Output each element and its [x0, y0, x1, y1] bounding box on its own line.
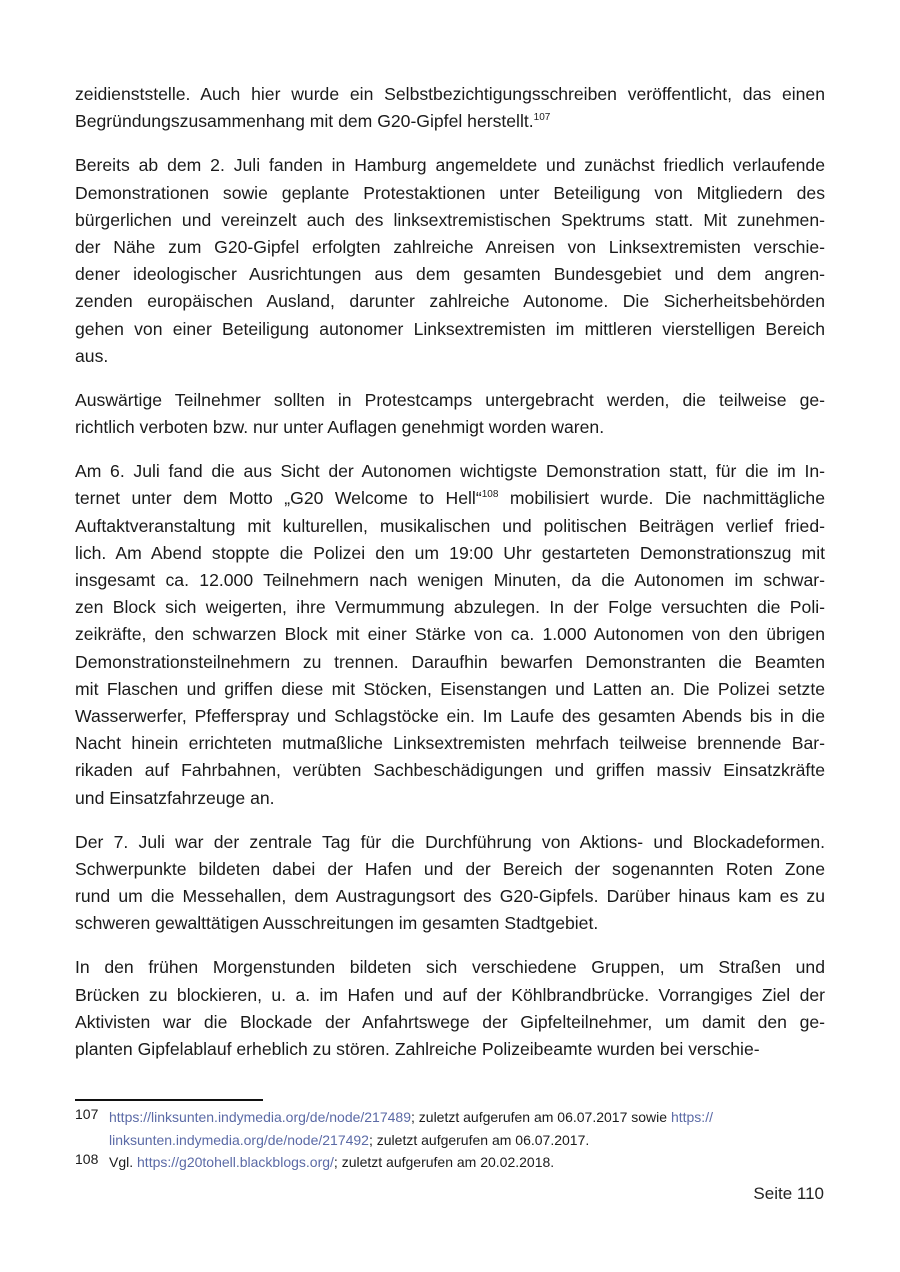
- text-run: Auftaktveranstaltung mit kulturellen, musikalischen und politischen Beiträgen verlief fried-: [75, 515, 825, 536]
- text-line: [75, 785, 825, 812]
- text-run: dener ideologischer Ausrichtungen aus dem gesamten Bundesgebiet und dem angren-: [75, 264, 825, 285]
- text-run: Demonstrationen sowie geplante Protestaktionen unter Beteiligung von Mitgliedern des: [75, 182, 825, 203]
- text-run: und Einsatzfahrzeuge an.: [75, 787, 275, 808]
- text-line: [75, 594, 825, 621]
- text-run: Vgl.: [109, 1154, 138, 1170]
- text-run: Am 6. Juli fand die aus Sicht der Autonomen wichtigste Demonstration statt, für die im In-: [75, 461, 825, 482]
- footnote-link[interactable]: https://g20tohell.blackblogs.org/: [137, 1154, 334, 1170]
- page-number: Seite 110: [753, 1184, 824, 1203]
- text-line: [75, 485, 825, 512]
- text-run: gehen von einer Beteiligung autonomer Linksextremisten im mittleren vierstelligen Bereich: [75, 318, 825, 339]
- text-run: Bereits ab dem 2. Juli fanden in Hamburg angemeldete und zunächst friedlich verlaufende: [75, 155, 825, 176]
- text-run: rund um die Messehallen, dem Austragungsort des G20-Gipfels. Darüber hinaus kam es zu: [75, 886, 825, 907]
- footnote-separator: [75, 1099, 263, 1101]
- text-line: [75, 316, 825, 343]
- text-run: planten Gipfelablauf erheblich zu stören. Zahlreiche Polizeibeamte wurden bei verschie-: [75, 1039, 760, 1059]
- text-line: [75, 414, 825, 441]
- footnotes: [75, 1106, 825, 1174]
- footnote-link[interactable]: linksunten.indymedia.org/de/node/217492: [109, 1131, 369, 1148]
- footnote-number: 107: [75, 1106, 99, 1122]
- text-line: [75, 261, 825, 288]
- text-run: ; zuletzt aufgerufen am 20.02.2018.: [333, 1154, 555, 1170]
- text-line: [75, 954, 825, 981]
- text-run: lich. Am Abend stoppte die Polizei den um 19:00 Uhr gestarteten Demonstrationszug mit: [75, 542, 825, 563]
- text-line: [75, 513, 825, 540]
- text-run: Der 7. Juli war der zentrale Tag für die Durchführung von Aktions- und Blockadeformen.: [75, 831, 825, 852]
- paragraph: [75, 458, 825, 811]
- text-line: [75, 540, 825, 567]
- text-run: mobilisiert wurde. Die nachmittägliche: [498, 488, 825, 509]
- text-run: insgesamt ca. 12.000 Teilnehmern nach wenigen Minuten, da die Autonomen im schwar-: [75, 570, 825, 590]
- text-run: Brücken zu blockieren, u. a. im Hafen und auf der Köhlbrandbrücke. Vorrangiges Ziel der: [75, 984, 825, 1005]
- footnote-number: 108: [75, 1151, 99, 1167]
- text-run: Demonstrationsteilnehmern zu trennen. Daraufhin bewarfen Demonstranten die Beamten: [75, 651, 825, 672]
- text-line: [75, 1009, 825, 1036]
- text-line: [75, 982, 825, 1009]
- text-run: Wasserwerfer, Pfefferspray und Schlagstöcke ein. Im Laufe des gesamten Abends bis in die: [75, 705, 825, 726]
- text-line: [75, 387, 825, 414]
- footnote-line: [109, 1129, 825, 1152]
- footnote: [75, 1106, 825, 1151]
- footnote: [75, 1151, 825, 1174]
- text-line: [75, 649, 825, 676]
- text-line: [75, 910, 825, 937]
- body-text: [75, 81, 825, 1080]
- text-line: [75, 234, 825, 261]
- text-run: bürgerlichen und vereinzelt auch des linksextremistischen Spektrums statt. Mit zunehmen-: [75, 209, 825, 230]
- text-run: Schwerpunkte bildeten dabei der Hafen und der Bereich der sogenannten Roten Zone: [75, 858, 825, 879]
- text-line: [75, 567, 825, 594]
- paragraph: [75, 81, 825, 135]
- text-run: zen Block sich weigerten, ihre Vermummung abzulegen. In der Folge versuchten die Poli-: [75, 597, 825, 618]
- text-run: ; zuletzt aufgerufen am 06.07.2017.: [368, 1131, 590, 1148]
- text-run: Begründungszusammenhang mit dem G20-Gipfel herstellt.: [75, 111, 534, 132]
- paragraph: [75, 954, 825, 1063]
- paragraph: [75, 152, 825, 370]
- text-run: der Nähe zum G20-Gipfel erfolgten zahlreiche Anreisen von Linksextremisten verschie-: [75, 236, 825, 257]
- paragraph: [75, 829, 825, 938]
- text-run: zeidienststelle. Auch hier wurde ein Selbstbezichtigungsschreiben veröffentlicht, das einen: [75, 84, 825, 104]
- text-run: Auswärtige Teilnehmer sollten in Protestcamps untergebracht werden, die teilweise ge-: [75, 389, 825, 410]
- footnote-line: [109, 1151, 825, 1174]
- text-line: [75, 81, 825, 108]
- text-run: richtlich verboten bzw. nur unter Auflagen genehmigt worden waren.: [75, 417, 605, 438]
- text-run: zenden europäischen Ausland, darunter zahlreiche Autonome. Die Sicherheitsbehörden: [75, 291, 825, 312]
- footnote-link[interactable]: https://: [670, 1109, 713, 1125]
- text-run: rikaden auf Fahrbahnen, verübten Sachbeschädigungen und griffen massiv Einsatzkräfte: [75, 760, 825, 781]
- text-run: ; zuletzt aufgerufen am 06.07.2017 sowie: [411, 1109, 671, 1125]
- text-line: [75, 676, 825, 703]
- text-run: Aktivisten war die Blockade der Anfahrtswege der Gipfelteilnehmer, um damit den ge-: [75, 1011, 825, 1032]
- text-line: [75, 856, 825, 883]
- text-line: [75, 343, 825, 370]
- text-line: [75, 757, 825, 784]
- text-line: [75, 703, 825, 730]
- paragraph: [75, 387, 825, 441]
- footnote-reference[interactable]: 108: [481, 489, 499, 501]
- text-run: Nacht hinein errichteten mutmaßliche Linksextremisten mehrfach teilweise brennende Bar-: [75, 733, 825, 754]
- footnote-line: [109, 1106, 825, 1129]
- text-run: mit Flaschen und griffen diese mit Stöcken, Eisenstangen und Latten an. Die Polizei setzte: [75, 678, 825, 699]
- text-line: [75, 288, 825, 315]
- text-line: [75, 458, 825, 485]
- text-line: [75, 180, 825, 207]
- text-line: [75, 621, 825, 648]
- text-line: [75, 730, 825, 757]
- text-line: [75, 1036, 825, 1063]
- text-line: [75, 207, 825, 234]
- text-line: [75, 829, 825, 856]
- text-run: aus.: [75, 345, 109, 366]
- footnote-reference[interactable]: 107: [533, 112, 551, 124]
- text-line: [75, 152, 825, 179]
- text-line: [75, 108, 825, 135]
- footnote-link[interactable]: https://linksunten.indymedia.org/de/node/217489: [109, 1109, 411, 1125]
- text-line: [75, 883, 825, 910]
- text-run: In den frühen Morgenstunden bildeten sich verschiedene Gruppen, um Straßen und: [75, 957, 825, 978]
- text-run: schweren gewalttätigen Ausschreitungen im gesamten Stadtgebiet.: [75, 913, 599, 934]
- text-run: zeikräfte, den schwarzen Block mit einer Stärke von ca. 1.000 Autonomen von den übrigen: [75, 624, 825, 645]
- text-run: ternet unter dem Motto „G20 Welcome to Hell“: [75, 488, 482, 509]
